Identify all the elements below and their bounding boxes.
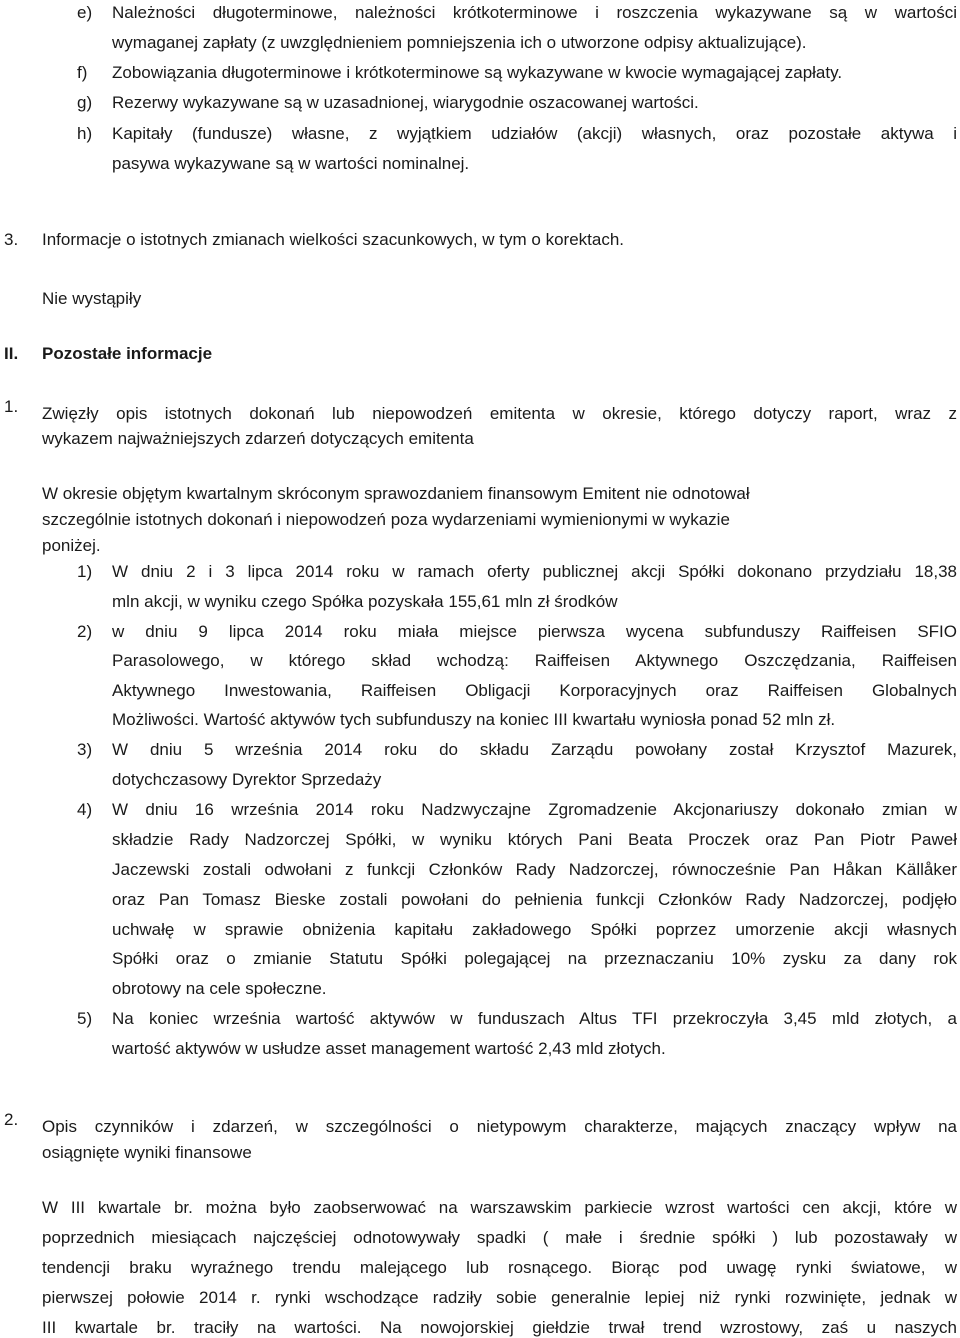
text-line: składzie Rady Nadzorczej Spółki, w wyniku których Pani Beata Proczek oraz Pan Piotr Paweł — [112, 830, 957, 849]
item-marker: h) — [77, 124, 93, 143]
event-marker: 2) — [77, 622, 93, 641]
text-line: Rezerwy wykazywane są w uzasadnionej, wiarygodnie oszacowanej wartości. — [112, 93, 699, 112]
section-number: 3. — [4, 230, 19, 249]
section-body: Nie wystąpiły — [42, 289, 142, 308]
text-line: oraz Pan Tomasz Bieske zostali powołani do pełnienia funkcji Członków Rady Nadzorczej, podjęło — [112, 890, 957, 909]
text-line: W dniu 5 września 2014 roku do składu Zarządu powołany został Krzysztof Mazurek, — [112, 740, 957, 759]
text-line: obrotowy na cele społeczne. — [112, 979, 327, 998]
text-line: mln akcji, w wyniku czego Spółka pozyskała 155,61 mln zł środków — [112, 592, 618, 611]
text-line: Spółki oraz o zmianie Statutu Spółki polegającej na przeznaczaniu 10% zysku za dany rok — [112, 949, 957, 968]
text-line: Możliwości. Wartość aktywów tych subfunduszy na koniec III kwartału wyniosła ponad 52 mln zł. — [112, 710, 836, 729]
text-line: Parasolowego, w którego skład wchodzą: Raiffeisen Aktywnego Oszczędzania, Raiffeisen — [112, 651, 957, 670]
item-heading-line: Opis czynników i zdarzeń, w szczególności o nietypowym charakterze, mających znaczący wpływ na — [42, 1117, 957, 1136]
paragraph-line: W III kwartale br. można było zaobserwować na warszawskim parkiecie wzrost wartości cen akcji, które w — [42, 1198, 957, 1217]
event-marker: 4) — [77, 800, 93, 819]
text-line: dotychczasowy Dyrektor Sprzedaży — [112, 770, 382, 789]
event-marker: 3) — [77, 740, 93, 759]
paragraph-line: pierwszej połowie 2014 r. rynki wschodzące radziły sobie generalnie lepiej niż rynki rozwinięte, jednak w — [42, 1288, 957, 1307]
paragraph-line: tendencji braku wyraźnego trendu malejącego lub rosnącego. Biorąc pod uwagę rynki światowe, w — [42, 1258, 957, 1277]
paragraph-line: szczególnie istotnych dokonań i niepowodzeń poza wydarzeniami wymienionymi w wykazie — [42, 510, 730, 529]
text-line: Należności długoterminowe, należności krótkoterminowe i roszczenia wykazywane są w wartości — [112, 3, 957, 22]
text-line: uchwałę w sprawie obniżenia kapitału zakładowego Spółki poprzez umorzenie akcji własnych — [112, 920, 957, 939]
text-line: w dniu 9 lipca 2014 roku miała miejsce pierwsza wycena subfunduszy Raiffeisen SFIO — [112, 622, 957, 641]
text-line: Kapitały (fundusze) własne, z wyjątkiem udziałów (akcji) własnych, oraz pozostałe aktywa i — [112, 124, 957, 143]
text-line: Aktywnego Inwestowania, Raiffeisen Obligacji Korporacyjnych oraz Raiffeisen Globalnych — [112, 681, 957, 700]
item-marker: e) — [77, 3, 93, 22]
paragraph-line: poprzednich miesiącach najczęściej odnotowywały spadki ( małe i średnie spółki ) lub pozostawały w — [42, 1228, 957, 1247]
item-heading-line: osiągnięte wyniki finansowe — [42, 1143, 252, 1162]
text-line: pasywa wykazywane są w wartości nominalnej. — [112, 154, 470, 173]
text-line: Na koniec września wartość aktywów w funduszach Altus TFI przekroczyła 3,45 mld złotych, a — [112, 1009, 957, 1028]
paragraph-line: III kwartale br. traciły na wartości. Na nowojorskiej giełdzie trwał trend wzrostowy, zaś u naszych — [42, 1318, 957, 1337]
text-line: wartość aktywów w usłudze asset management wartość 2,43 mld złotych. — [112, 1039, 666, 1058]
item-number: 1. — [4, 397, 19, 416]
text-line: W dniu 16 września 2014 roku Nadzwyczajne Zgromadzenie Akcjonariuszy dokonało zmian w — [112, 800, 957, 819]
event-marker: 1) — [77, 562, 93, 581]
item-heading-line: Zwięzły opis istotnych dokonań lub niepowodzeń emitenta w okresie, którego dotyczy raport, wraz z — [42, 404, 957, 423]
section-heading: Pozostałe informacje — [42, 344, 213, 363]
paragraph-line: W okresie objętym kwartalnym skróconym sprawozdaniem finansowym Emitent nie odnotował — [42, 484, 750, 503]
text-line: Jaczewski zostali odwołani z funkcji Członków Rady Nadzorczej, równocześnie Pan Håkan Källåker — [112, 860, 957, 879]
item-heading-line: wykazem najważniejszych zdarzeń dotyczących emitenta — [42, 429, 474, 448]
item-marker: f) — [77, 63, 88, 82]
section-number: II. — [4, 344, 19, 363]
item-number: 2. — [4, 1110, 19, 1129]
paragraph-line: poniżej. — [42, 536, 101, 555]
section-heading: Informacje o istotnych zmianach wielkości szacunkowych, w tym o korektach. — [42, 230, 625, 249]
event-marker: 5) — [77, 1009, 93, 1028]
text-line: W dniu 2 i 3 lipca 2014 roku w ramach oferty publicznej akcji Spółki dokonano przydziału 18,38 — [112, 562, 957, 581]
text-line: wymaganej zapłaty (z uwzględnieniem pomniejszenia ich o utworzone odpisy aktualizujące). — [112, 33, 807, 52]
item-marker: g) — [77, 93, 93, 112]
text-line: Zobowiązania długoterminowe i krótkoterminowe są wykazywane w kwocie wymagającej zapłaty. — [112, 63, 843, 82]
